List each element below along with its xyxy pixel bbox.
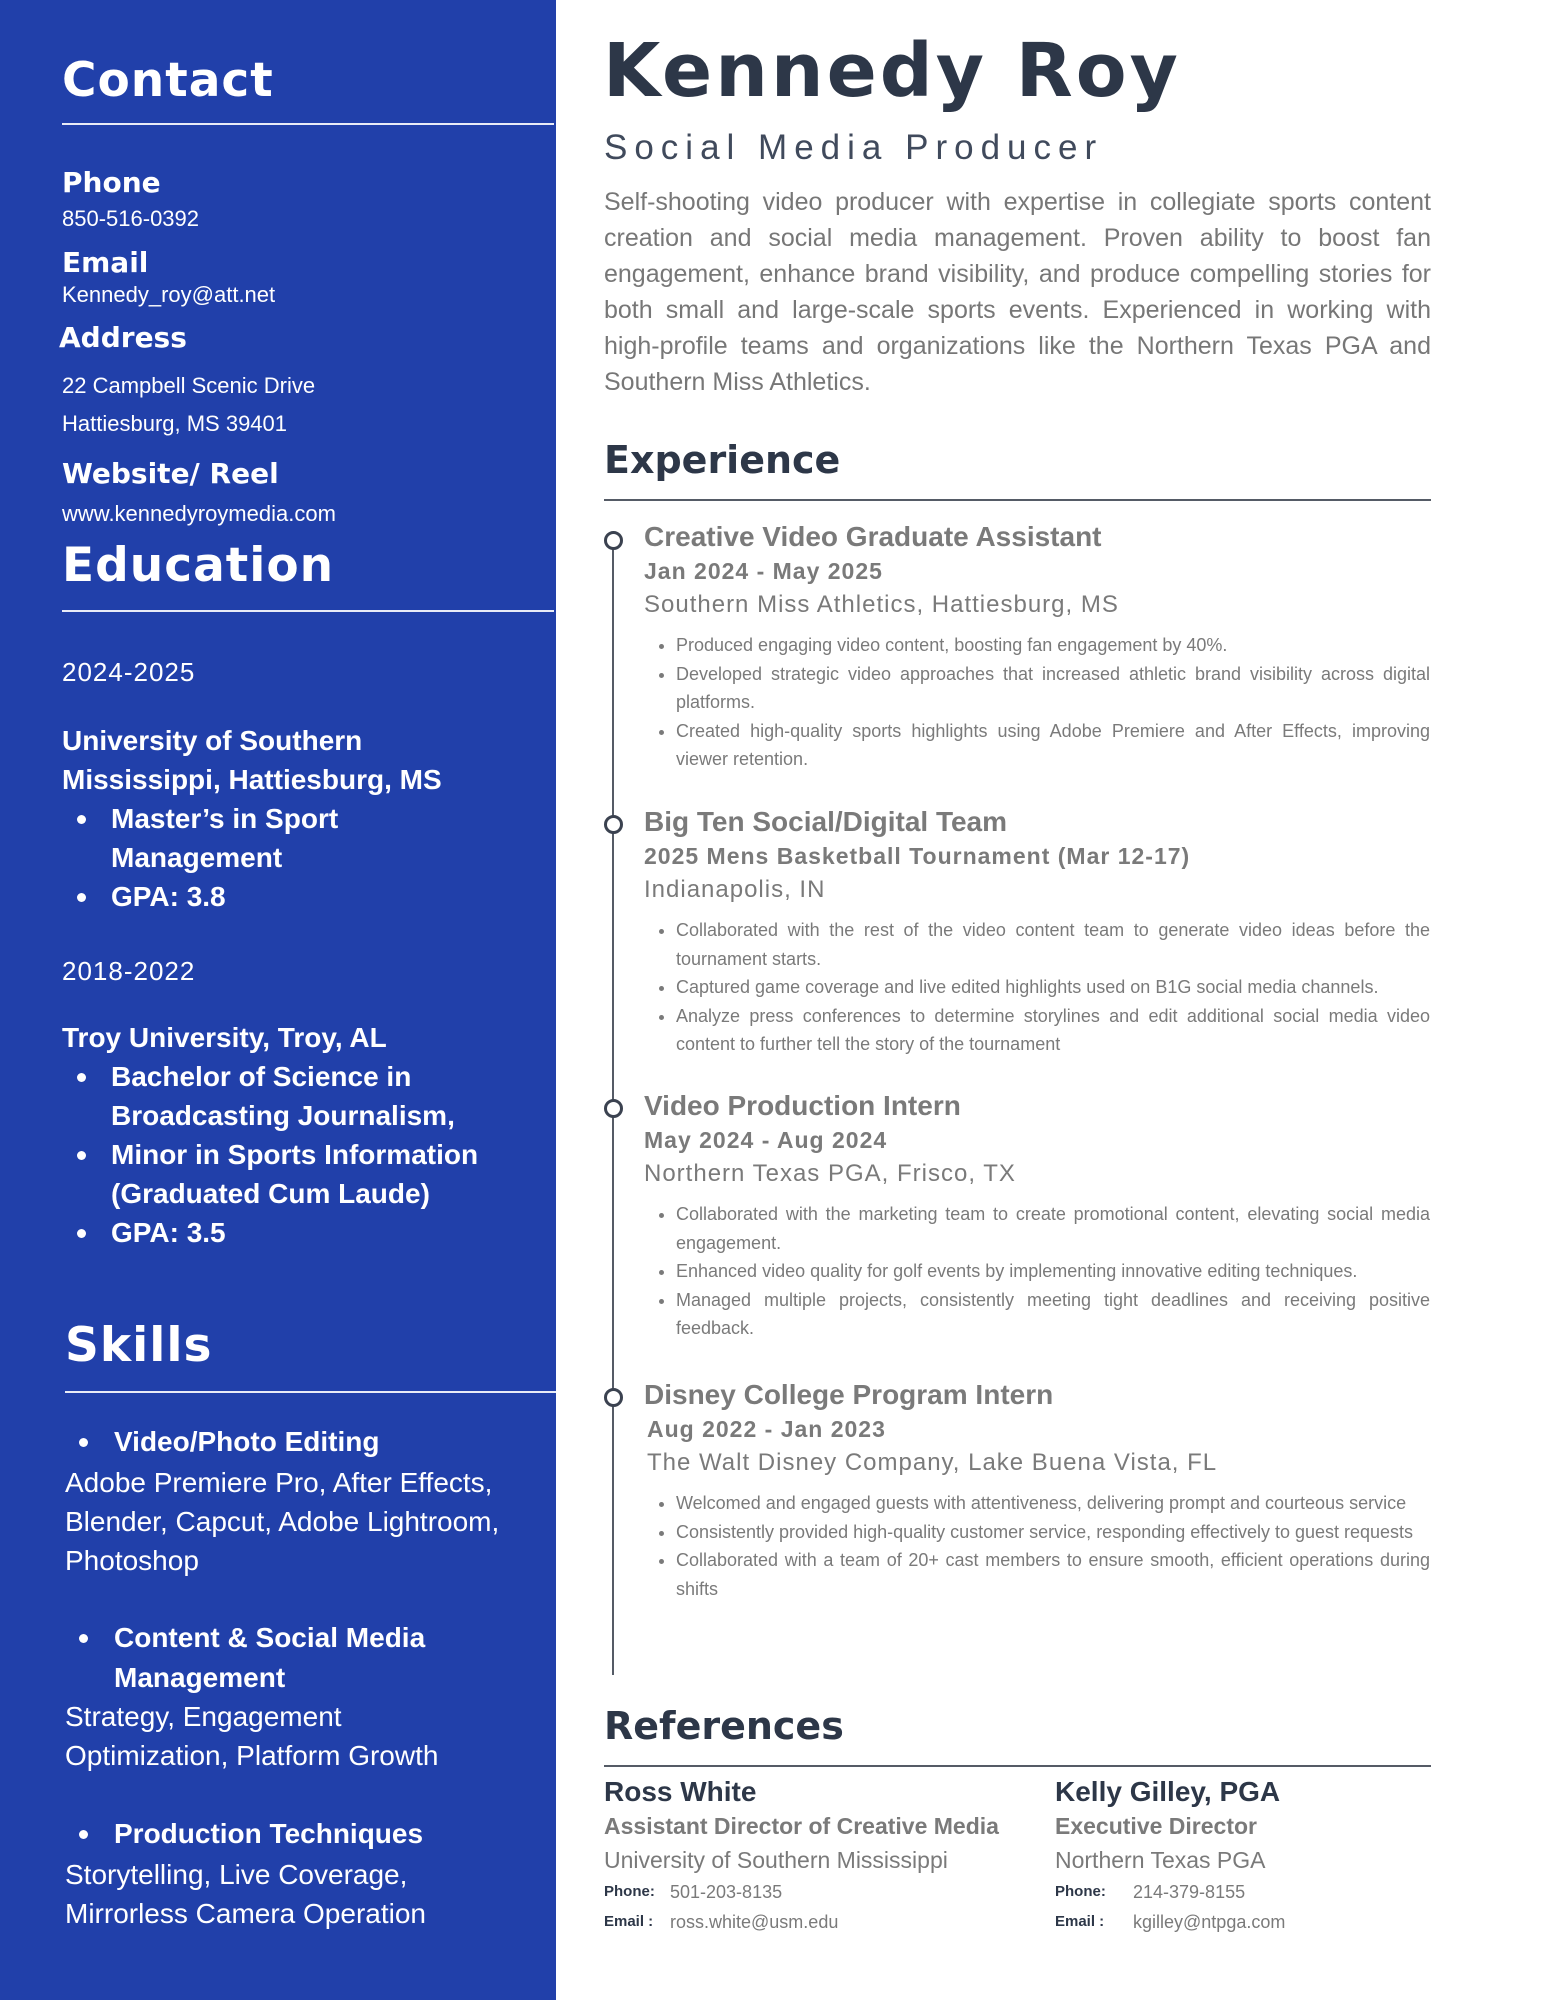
references-heading: References bbox=[604, 1704, 844, 1748]
list-item: Minor in Sports Information (Graduated Cum Laude) bbox=[62, 1135, 502, 1213]
job-bullet: • Created high-quality sports highlights using Adobe Premiere and After Effects, improving viewer retention. bbox=[676, 717, 1430, 774]
job-entry bbox=[644, 1089, 1430, 1343]
skills-heading: Skills bbox=[65, 1318, 213, 1373]
reference-card bbox=[604, 1775, 1024, 1937]
timeline-marker bbox=[604, 1099, 623, 1118]
reference-email-label: Email : bbox=[1055, 1913, 1105, 1930]
list-item: GPA: 3.8 bbox=[62, 877, 502, 916]
job-dates: Aug 2022 - Jan 2023 bbox=[647, 1416, 886, 1442]
job-bullet: • Collaborated with a team of 20+ cast members to ensure smooth, efficient operations during shifts bbox=[676, 1546, 1430, 1603]
job-bullet: • Captured game coverage and live edited highlights used on B1G social media channels. bbox=[676, 973, 1430, 1002]
job-title: Disney College Program Intern bbox=[644, 1379, 1054, 1410]
job-bullets bbox=[644, 631, 1430, 774]
list-item: GPA: 3.5 bbox=[62, 1213, 502, 1252]
timeline-marker bbox=[604, 531, 623, 550]
school-line: Mississippi, Hattiesburg, MS bbox=[62, 764, 442, 795]
school-line: University of Southern bbox=[62, 725, 363, 756]
candidate-role: Social Media Producer bbox=[604, 128, 1104, 167]
address-line-2: Hattiesburg, MS 39401 bbox=[62, 411, 288, 436]
job-title: Creative Video Graduate Assistant bbox=[644, 521, 1102, 552]
list-item: Master’s in Sport Management bbox=[62, 799, 502, 877]
reference-email-row bbox=[604, 1907, 1024, 1937]
skill-group-heading: Content & Social Media Management bbox=[65, 1618, 504, 1698]
job-bullet: • Welcomed and engaged guests with attentiveness, delivering prompt and courteous service bbox=[676, 1489, 1430, 1518]
website-link[interactable]: www.kennedyroymedia.com bbox=[62, 501, 336, 526]
list-item: Bachelor of Science in Broadcasting Journalism, bbox=[62, 1057, 502, 1135]
reference-title: Assistant Director of Creative Media bbox=[604, 1813, 999, 1839]
job-bullets bbox=[644, 916, 1430, 1059]
skill-group-body: Storytelling, Live Coverage, Mirrorless Camera Operation bbox=[65, 1859, 426, 1929]
job-dates: May 2024 - Aug 2024 bbox=[644, 1127, 888, 1153]
job-entry bbox=[644, 1378, 1430, 1603]
timeline-marker bbox=[604, 815, 623, 834]
reference-email[interactable]: kgilley@ntpga.com bbox=[1133, 1912, 1286, 1932]
education-details bbox=[62, 799, 502, 916]
phone-label: Phone bbox=[62, 166, 161, 199]
contact-divider bbox=[62, 123, 554, 125]
job-bullet: • Collaborated with the rest of the video content team to generate video ideas before the tournament starts. bbox=[676, 916, 1430, 973]
reference-card bbox=[1055, 1775, 1475, 1937]
job-title: Video Production Intern bbox=[644, 1090, 961, 1121]
experience-heading: Experience bbox=[604, 438, 841, 482]
email-value[interactable]: Kennedy_roy@att.net bbox=[62, 282, 276, 307]
reference-email-row bbox=[1055, 1907, 1475, 1937]
job-organization: Southern Miss Athletics, Hattiesburg, MS bbox=[644, 591, 1119, 618]
job-bullet: • Developed strategic video approaches that increased athletic brand visibility across digital platforms. bbox=[676, 660, 1430, 717]
profile-summary: Self-shooting video producer with expertise in collegiate sports content creation and social media management. Proven ability to boost fan engagement, enhance brand visibility, and produce compelling stories for both small and large-scale sports events. Experienced in working with high-profile teams and organizations like the Northern Texas PGA and Southern Miss Athletics. bbox=[604, 188, 1431, 396]
reference-email-label: Email : bbox=[604, 1913, 654, 1930]
education-school bbox=[62, 721, 442, 799]
reference-phone-label: Phone: bbox=[604, 1883, 655, 1900]
candidate-name: Kennedy Roy bbox=[603, 28, 1181, 114]
reference-phone-row bbox=[1055, 1877, 1475, 1907]
job-dates: Jan 2024 - May 2025 bbox=[644, 558, 883, 584]
job-bullet: • Consistently provided high-quality customer service, responding effectively to guest requests bbox=[676, 1518, 1430, 1547]
sidebar bbox=[0, 0, 556, 2000]
job-bullet: • Managed multiple projects, consistently meeting tight deadlines and receiving positive feedback. bbox=[676, 1286, 1430, 1343]
job-organization: The Walt Disney Company, Lake Buena Vista, FL bbox=[647, 1449, 1218, 1476]
job-title: Big Ten Social/Digital Team bbox=[644, 806, 1008, 837]
job-entry bbox=[644, 805, 1430, 1059]
education-heading: Education bbox=[62, 538, 335, 593]
education-years: 2018-2022 bbox=[62, 956, 196, 986]
job-bullet: • Analyze press conferences to determine storylines and edit additional social media video content to further tell the story of the tournament bbox=[676, 1002, 1430, 1059]
reference-organization: Northern Texas PGA bbox=[1055, 1847, 1266, 1873]
skills-divider bbox=[65, 1391, 556, 1393]
job-bullets bbox=[644, 1200, 1430, 1343]
reference-name: Ross White bbox=[604, 1776, 757, 1807]
job-bullet: • Produced engaging video content, boosting fan engagement by 40%. bbox=[676, 631, 1430, 660]
job-organization: Indianapolis, IN bbox=[644, 876, 826, 903]
reference-organization: University of Southern Mississippi bbox=[604, 1847, 948, 1873]
education-years: 2024-2025 bbox=[62, 657, 196, 687]
skill-group-body: Adobe Premiere Pro, After Effects, Blender, Capcut, Adobe Lightroom, Photoshop bbox=[65, 1467, 500, 1576]
skill-group-heading: Production Techniques bbox=[65, 1814, 504, 1854]
references-divider bbox=[604, 1765, 1431, 1767]
job-bullets bbox=[644, 1489, 1430, 1603]
education-details bbox=[62, 1057, 502, 1252]
address-line-1: 22 Campbell Scenic Drive bbox=[62, 373, 316, 398]
job-dates: 2025 Mens Basketball Tournament (Mar 12-17) bbox=[644, 843, 1191, 869]
reference-title: Executive Director bbox=[1055, 1813, 1257, 1839]
contact-heading: Contact bbox=[62, 53, 274, 108]
experience-divider bbox=[604, 499, 1431, 501]
address-label: Address bbox=[59, 321, 187, 354]
reference-phone: 214-379-8155 bbox=[1133, 1882, 1246, 1902]
education-school: Troy University, Troy, AL bbox=[62, 1022, 387, 1053]
phone-value: 850-516-0392 bbox=[62, 206, 200, 231]
education-divider bbox=[62, 610, 554, 612]
reference-phone: 501-203-8135 bbox=[670, 1882, 783, 1902]
email-label: Email bbox=[62, 246, 149, 279]
website-label: Website/ Reel bbox=[62, 457, 279, 490]
reference-phone-row bbox=[604, 1877, 1024, 1907]
reference-name: Kelly Gilley, PGA bbox=[1055, 1776, 1281, 1807]
job-organization: Northern Texas PGA, Frisco, TX bbox=[644, 1160, 1016, 1187]
skill-group-body: Strategy, Engagement Optimization, Platform Growth bbox=[65, 1701, 439, 1771]
reference-phone-label: Phone: bbox=[1055, 1883, 1106, 1900]
timeline-marker bbox=[604, 1388, 623, 1407]
reference-email[interactable]: ross.white@usm.edu bbox=[670, 1912, 839, 1932]
job-bullet: • Collaborated with the marketing team to create promotional content, elevating social media engagement. bbox=[676, 1200, 1430, 1257]
job-entry bbox=[644, 520, 1430, 774]
job-bullet: • Enhanced video quality for golf events by implementing innovative editing techniques. bbox=[676, 1257, 1430, 1286]
skill-group-heading: Video/Photo Editing bbox=[65, 1422, 504, 1462]
